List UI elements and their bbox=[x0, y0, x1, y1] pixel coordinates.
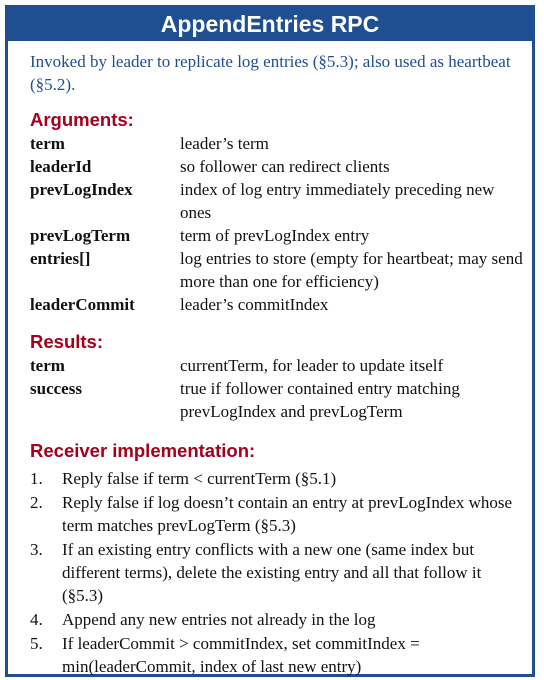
step-text: If leaderCommit > commitIndex, set commitIndex = min(leaderCommit, index of last new entry) bbox=[62, 634, 420, 676]
results-heading: Results: bbox=[30, 331, 103, 352]
result-desc: true if follower contained entry matching prevLogIndex and prevLogTerm bbox=[180, 379, 460, 421]
step-number: 2. bbox=[30, 493, 43, 512]
result-name: success bbox=[30, 379, 82, 398]
argument-name: entries[] bbox=[30, 249, 91, 268]
argument-name: leaderCommit bbox=[30, 295, 135, 314]
result-desc: currentTerm, for leader to update itself bbox=[180, 356, 444, 375]
argument-name: term bbox=[30, 134, 65, 153]
results-list bbox=[30, 354, 524, 423]
step-number: 5. bbox=[30, 634, 43, 653]
step-number: 3. bbox=[30, 540, 43, 559]
receiver-heading: Receiver implementation: bbox=[30, 440, 256, 461]
argument-row bbox=[30, 293, 524, 316]
receiver-step bbox=[30, 491, 524, 537]
receiver-steps bbox=[30, 467, 524, 679]
step-text: Reply false if log doesn’t contain an entry at prevLogIndex whose term matches prevLogTerm (§5.3) bbox=[62, 493, 513, 535]
arguments-heading: Arguments: bbox=[30, 109, 134, 130]
step-text: If an existing entry conflicts with a new one (same index but different terms), delete the existing entry and all that follow it (§5.3) bbox=[62, 540, 482, 605]
argument-desc: index of log entry immediately preceding new ones bbox=[180, 180, 495, 222]
argument-row bbox=[30, 247, 524, 293]
result-row bbox=[30, 354, 524, 377]
argument-desc: term of prevLogIndex entry bbox=[180, 226, 370, 245]
argument-desc: so follower can redirect clients bbox=[180, 157, 390, 176]
step-text: Reply false if term < currentTerm (§5.1) bbox=[62, 469, 337, 488]
argument-name: prevLogIndex bbox=[30, 180, 133, 199]
argument-desc: leader’s term bbox=[180, 134, 269, 153]
argument-name: leaderId bbox=[30, 157, 92, 176]
rpc-card bbox=[5, 5, 535, 677]
result-name: term bbox=[30, 356, 65, 375]
argument-row bbox=[30, 178, 524, 224]
argument-desc: log entries to store (empty for heartbeat; may send more than one for efficiency) bbox=[180, 249, 523, 291]
intro-text: Invoked by leader to replicate log entries (§5.3); also used as heartbeat (§5.2). bbox=[30, 52, 511, 94]
receiver-step bbox=[30, 632, 524, 678]
step-text: Append any new entries not already in the log bbox=[62, 610, 376, 629]
result-row bbox=[30, 377, 524, 423]
argument-row bbox=[30, 155, 524, 178]
arguments-list bbox=[30, 132, 524, 316]
receiver-step bbox=[30, 538, 524, 607]
argument-row bbox=[30, 224, 524, 247]
argument-row bbox=[30, 132, 524, 155]
card-title: AppendEntries RPC bbox=[8, 8, 532, 41]
receiver-step bbox=[30, 608, 524, 631]
receiver-step bbox=[30, 467, 524, 490]
step-number: 1. bbox=[30, 469, 43, 488]
step-number: 4. bbox=[30, 610, 43, 629]
argument-name: prevLogTerm bbox=[30, 226, 131, 245]
argument-desc: leader’s commitIndex bbox=[180, 295, 329, 314]
